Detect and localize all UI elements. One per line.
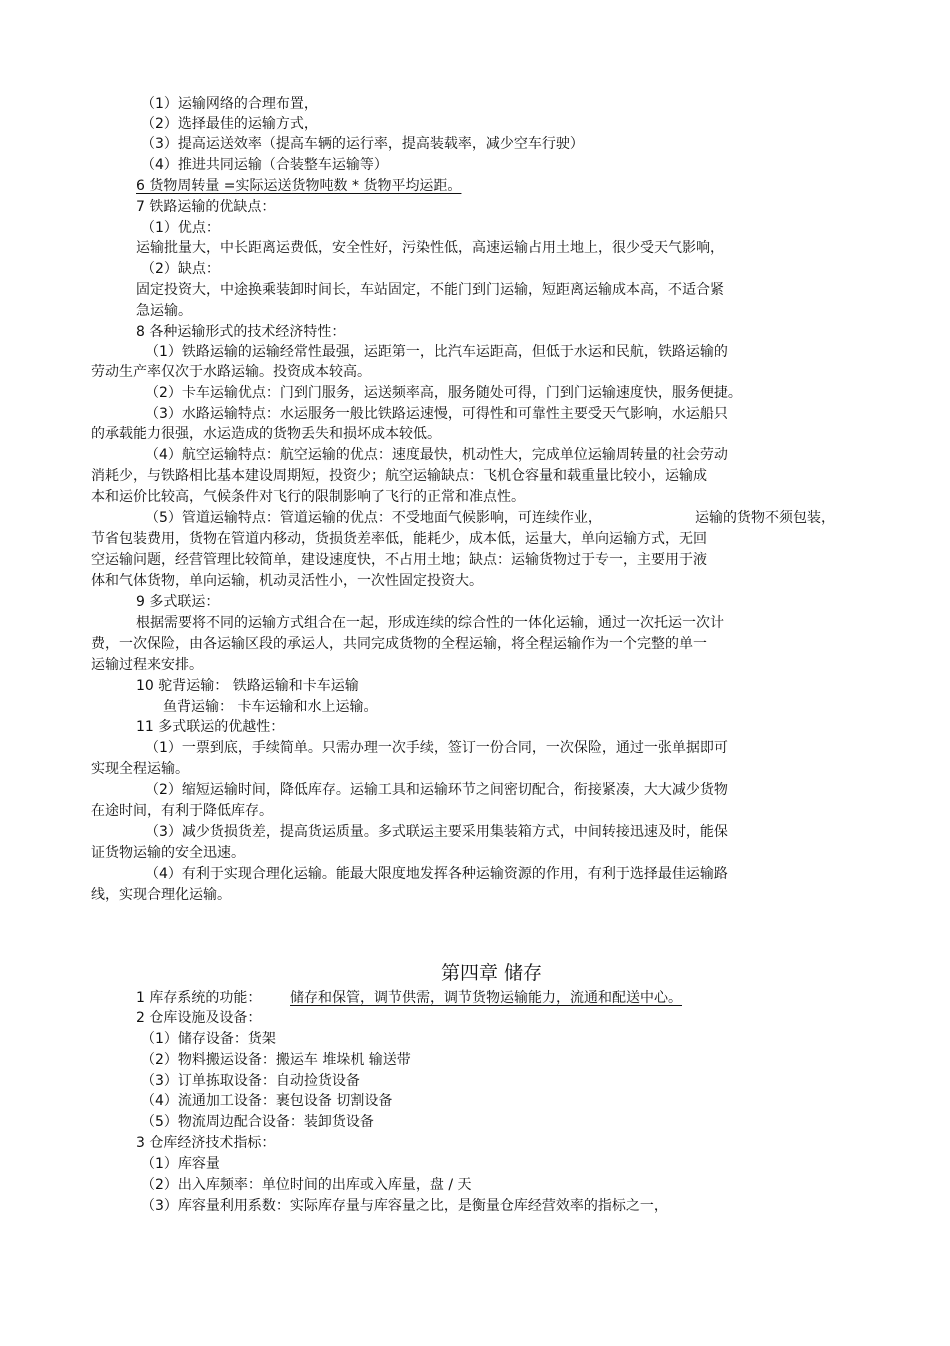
text-line: （1）铁路运输的运输经常性最强，运距第一，比汽车运距高，但低于水运和民航，铁路运输的 xyxy=(145,344,728,360)
text-line: （2）卡车运输优点：门到门服务，运送频率高，服务随处可得，门到门运输速度快，服务便捷。 xyxy=(145,385,742,401)
text-line: （5）管道运输特点：管道运输的优点：不受地面气候影响，可连续作业， xyxy=(145,510,602,526)
text-line: （1）储存设备：货架 xyxy=(141,1031,276,1047)
text-line: 费，一次保险，由各运输区段的承运人，共同完成货物的全程运输，将全程运输作为一个完整的单一 xyxy=(91,636,707,652)
text-line: （2）物料搬运设备：搬运车 堆垛机 输送带 xyxy=(141,1052,411,1068)
text-line: 固定投资大，中途换乘装卸时间长，车站固定，不能门到门运输，短距离运输成本高，不适合紧 xyxy=(136,282,724,298)
text-line: 的承载能力很强，水运造成的货物丢失和损坏成本较低。 xyxy=(91,426,441,442)
text-line: 本和运价比较高，气候条件对飞行的限制影响了飞行的正常和准点性。 xyxy=(91,489,525,505)
text-line: 证货物运输的安全迅速。 xyxy=(91,845,245,861)
section-heading: 10 驼背运输： 铁路运输和卡车运输 xyxy=(136,678,359,694)
text-line: （2）出入库频率：单位时间的出库或入库量，盘 / 天 xyxy=(141,1177,472,1193)
text-line: 鱼背运输： 卡车运输和水上运输。 xyxy=(163,699,378,715)
text-line: （4）航空运输特点：航空运输的优点：速度最快，机动性大，完成单位运输周转量的社会劳动 xyxy=(145,447,728,463)
text-line: 运输批量大，中长距离运费低，安全性好，污染性低，高速运输占用土地上，很少受天气影响， xyxy=(136,240,724,256)
section-heading: 3 仓库经济技术指标： xyxy=(136,1135,276,1151)
text-line: （3）减少货损货差，提高货运质量。多式联运主要采用集装箱方式，中间转接迅速及时，能保 xyxy=(145,824,728,840)
text-line: 节省包装费用，货物在管道内移动，货损货差率低，能耗少，成本低，运量大，单向运输方式，无回 xyxy=(91,531,707,547)
section-heading: 7 铁路运输的优缺点： xyxy=(136,199,276,215)
text-line: 运输过程来安排。 xyxy=(91,657,203,673)
section-heading: 9 多式联运： xyxy=(136,594,220,610)
text-line: （1）一票到底，手续简单。只需办理一次手续，签订一份合同，一次保险，通过一张单据即可 xyxy=(145,740,728,756)
text-line: （1）运输网络的合理布置， xyxy=(141,96,318,112)
text-line: 运输的货物不须包装， xyxy=(695,510,835,526)
text-line: （4）有利于实现合理化运输。能最大限度地发挥各种运输资源的作用，有利于选择最佳运输路 xyxy=(145,866,728,882)
text-line: （3）提高运送效率（提高车辆的运行率，提高装载率，减少空车行驶） xyxy=(141,136,584,152)
section-heading: 2 仓库设施及设备： xyxy=(136,1010,262,1026)
text-line: （5）物流周边配合设备：装卸货设备 xyxy=(141,1114,374,1130)
text-line: （4）推进共同运输（合装整车运输等） xyxy=(141,157,388,173)
text-line: 劳动生产率仅次于水路运输。投资成本较高。 xyxy=(91,364,371,380)
text-line: 在途时间，有利于降低库存。 xyxy=(91,803,273,819)
text-line: （3）订单拣取设备：自动捡货设备 xyxy=(141,1073,360,1089)
text-line: 空运输问题，经营管理比较简单，建设速度快，不占用土地；缺点：运输货物过于专一，主要用于液 xyxy=(91,552,707,568)
text-line: 根据需要将不同的运输方式组合在一起，形成连续的综合性的一体化运输，通过一次托运一次计 xyxy=(136,615,724,631)
section-heading: 8 各种运输形式的技术经济特性： xyxy=(136,324,346,340)
chapter-title: 第四章 储存 xyxy=(441,962,543,984)
underlined-answer: 储存和保管，调节供需，调节货物运输能力，流通和配送中心。 xyxy=(290,990,682,1006)
text-line: （3）库容量利用系数：实际库存量与库容量之比，是衡量仓库经营效率的指标之一， xyxy=(141,1198,668,1214)
text-line: （1）库容量 xyxy=(141,1156,220,1172)
formula-line: 6 货物周转量 =实际运送货物吨数 * 货物平均运距。 xyxy=(136,178,462,194)
text-line: 消耗少，与铁路相比基本建设周期短，投资少；航空运输缺点：飞机仓容量和载重量比较小，运输成 xyxy=(91,468,707,484)
text-line: 线，实现合理化运输。 xyxy=(91,887,231,903)
section-heading: 1 库存系统的功能： xyxy=(136,990,262,1006)
text-line: （2）缩短运输时间，降低库存。运输工具和运输环节之间密切配合，衔接紧凑，大大减少货物 xyxy=(145,782,728,798)
text-line: （2）选择最佳的运输方式， xyxy=(141,116,318,132)
text-line: 体和气体货物，单向运输，机动灵活性小，一次性固定投资大。 xyxy=(91,573,483,589)
section-heading: 11 多式联运的优越性： xyxy=(136,719,285,735)
text-line: （3）水路运输特点：水运服务一般比铁路运速慢，可得性和可靠性主要受天气影响，水运船只 xyxy=(145,406,728,422)
text-line: （1）优点： xyxy=(141,220,220,236)
text-line: （2）缺点： xyxy=(141,261,220,277)
text-line: 实现全程运输。 xyxy=(91,761,189,777)
text-line: 急运输。 xyxy=(136,303,192,319)
text-line: （4）流通加工设备：裹包设备 切割设备 xyxy=(141,1093,393,1109)
